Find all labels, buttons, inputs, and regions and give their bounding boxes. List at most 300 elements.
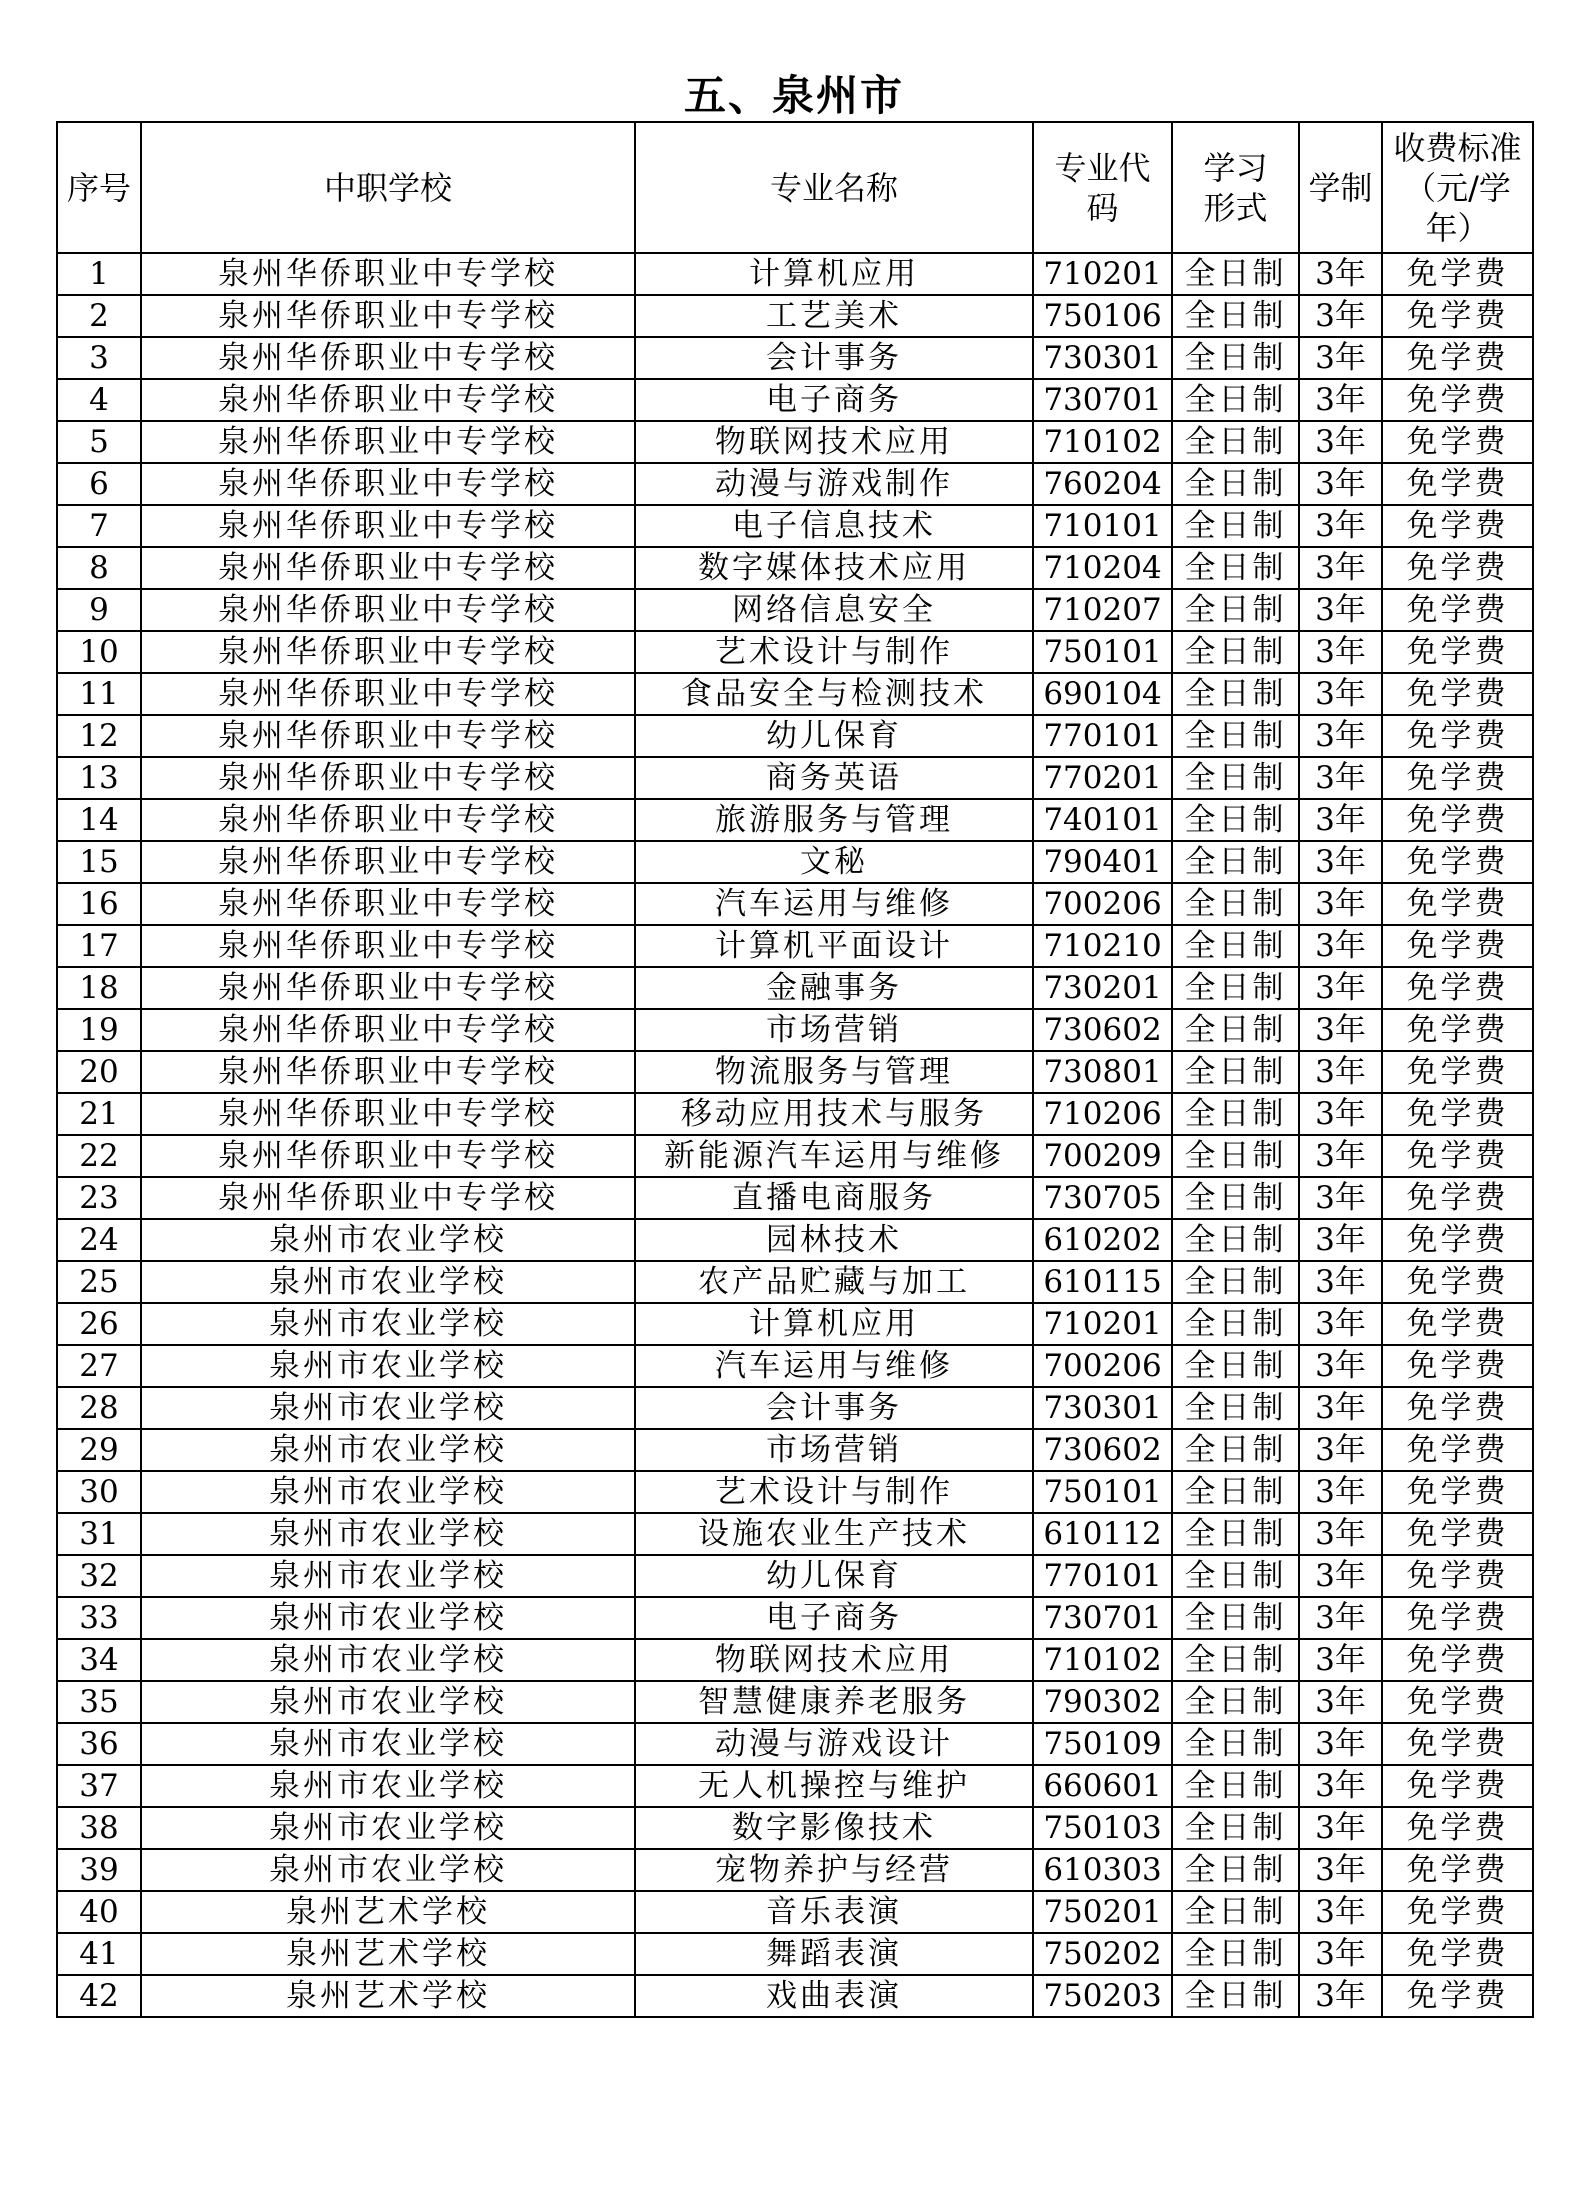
cell-code: 750202 <box>1033 1933 1172 1975</box>
cell-fee: 免学费 <box>1382 547 1533 589</box>
cell-fee: 免学费 <box>1382 1681 1533 1723</box>
table-row <box>57 295 1533 337</box>
cell-school: 泉州华侨职业中专学校 <box>141 1051 635 1093</box>
cell-study-form: 全日制 <box>1172 1471 1299 1513</box>
cell-major: 艺术设计与制作 <box>635 631 1033 673</box>
cell-index: 9 <box>57 589 141 631</box>
cell-duration: 3年 <box>1299 631 1382 673</box>
cell-duration: 3年 <box>1299 589 1382 631</box>
cell-duration: 3年 <box>1299 799 1382 841</box>
cell-study-form: 全日制 <box>1172 547 1299 589</box>
cell-major: 网络信息安全 <box>635 589 1033 631</box>
cell-study-form: 全日制 <box>1172 673 1299 715</box>
cell-duration: 3年 <box>1299 1345 1382 1387</box>
cell-fee: 免学费 <box>1382 1429 1533 1471</box>
cell-index: 15 <box>57 841 141 883</box>
table-row <box>57 1681 1533 1723</box>
cell-duration: 3年 <box>1299 295 1382 337</box>
cell-study-form: 全日制 <box>1172 1555 1299 1597</box>
table-row <box>57 967 1533 1009</box>
cell-major: 电子信息技术 <box>635 505 1033 547</box>
cell-school: 泉州市农业学校 <box>141 1765 635 1807</box>
cell-code: 730705 <box>1033 1177 1172 1219</box>
cell-code: 710102 <box>1033 1639 1172 1681</box>
cell-study-form: 全日制 <box>1172 1009 1299 1051</box>
cell-major: 会计事务 <box>635 1387 1033 1429</box>
cell-code: 790302 <box>1033 1681 1172 1723</box>
table-row <box>57 673 1533 715</box>
cell-code: 750109 <box>1033 1723 1172 1765</box>
cell-duration: 3年 <box>1299 1051 1382 1093</box>
cell-index: 3 <box>57 337 141 379</box>
cell-study-form: 全日制 <box>1172 1975 1299 2017</box>
table-row <box>57 1975 1533 2017</box>
cell-study-form: 全日制 <box>1172 253 1299 295</box>
cell-duration: 3年 <box>1299 253 1382 295</box>
table-row <box>57 715 1533 757</box>
cell-study-form: 全日制 <box>1172 1429 1299 1471</box>
cell-fee: 免学费 <box>1382 757 1533 799</box>
header-school: 中职学校 <box>141 122 635 253</box>
cell-study-form: 全日制 <box>1172 1807 1299 1849</box>
cell-school: 泉州华侨职业中专学校 <box>141 1093 635 1135</box>
cell-index: 17 <box>57 925 141 967</box>
cell-code: 690104 <box>1033 673 1172 715</box>
cell-study-form: 全日制 <box>1172 715 1299 757</box>
cell-fee: 免学费 <box>1382 841 1533 883</box>
cell-major: 会计事务 <box>635 337 1033 379</box>
cell-major: 设施农业生产技术 <box>635 1513 1033 1555</box>
cell-study-form: 全日制 <box>1172 925 1299 967</box>
cell-index: 12 <box>57 715 141 757</box>
table-row <box>57 1639 1533 1681</box>
cell-code: 610115 <box>1033 1261 1172 1303</box>
cell-fee: 免学费 <box>1382 673 1533 715</box>
cell-major: 动漫与游戏设计 <box>635 1723 1033 1765</box>
cell-school: 泉州华侨职业中专学校 <box>141 1009 635 1051</box>
cell-duration: 3年 <box>1299 1135 1382 1177</box>
cell-fee: 免学费 <box>1382 1933 1533 1975</box>
cell-major: 移动应用技术与服务 <box>635 1093 1033 1135</box>
cell-school: 泉州市农业学校 <box>141 1261 635 1303</box>
cell-school: 泉州市农业学校 <box>141 1639 635 1681</box>
cell-fee: 免学费 <box>1382 967 1533 1009</box>
cell-index: 29 <box>57 1429 141 1471</box>
cell-school: 泉州市农业学校 <box>141 1303 635 1345</box>
cell-fee: 免学费 <box>1382 1471 1533 1513</box>
cell-fee: 免学费 <box>1382 1093 1533 1135</box>
cell-duration: 3年 <box>1299 421 1382 463</box>
cell-fee: 免学费 <box>1382 883 1533 925</box>
cell-major: 旅游服务与管理 <box>635 799 1033 841</box>
table-row <box>57 1471 1533 1513</box>
cell-index: 31 <box>57 1513 141 1555</box>
cell-index: 21 <box>57 1093 141 1135</box>
cell-major: 物联网技术应用 <box>635 421 1033 463</box>
table-row <box>57 1135 1533 1177</box>
cell-index: 34 <box>57 1639 141 1681</box>
cell-index: 6 <box>57 463 141 505</box>
cell-duration: 3年 <box>1299 1597 1382 1639</box>
cell-major: 金融事务 <box>635 967 1033 1009</box>
cell-duration: 3年 <box>1299 1555 1382 1597</box>
cell-major: 计算机应用 <box>635 1303 1033 1345</box>
cell-code: 710201 <box>1033 1303 1172 1345</box>
table-row <box>57 1345 1533 1387</box>
cell-fee: 免学费 <box>1382 379 1533 421</box>
cell-school: 泉州华侨职业中专学校 <box>141 547 635 589</box>
table-row <box>57 1303 1533 1345</box>
cell-duration: 3年 <box>1299 883 1382 925</box>
cell-duration: 3年 <box>1299 1765 1382 1807</box>
cell-major: 食品安全与检测技术 <box>635 673 1033 715</box>
cell-fee: 免学费 <box>1382 421 1533 463</box>
cell-study-form: 全日制 <box>1172 1051 1299 1093</box>
cell-index: 28 <box>57 1387 141 1429</box>
cell-school: 泉州华侨职业中专学校 <box>141 1177 635 1219</box>
cell-major: 舞蹈表演 <box>635 1933 1033 1975</box>
cell-major: 电子商务 <box>635 1597 1033 1639</box>
cell-code: 770201 <box>1033 757 1172 799</box>
cell-school: 泉州华侨职业中专学校 <box>141 841 635 883</box>
table-row <box>57 1429 1533 1471</box>
cell-school: 泉州市农业学校 <box>141 1387 635 1429</box>
cell-code: 710101 <box>1033 505 1172 547</box>
cell-major: 汽车运用与维修 <box>635 883 1033 925</box>
cell-fee: 免学费 <box>1382 1849 1533 1891</box>
table-row <box>57 505 1533 547</box>
table-row <box>57 631 1533 673</box>
cell-duration: 3年 <box>1299 1261 1382 1303</box>
cell-school: 泉州华侨职业中专学校 <box>141 715 635 757</box>
cell-study-form: 全日制 <box>1172 1597 1299 1639</box>
table-row <box>57 757 1533 799</box>
cell-study-form: 全日制 <box>1172 1765 1299 1807</box>
cell-code: 730701 <box>1033 379 1172 421</box>
table-row <box>57 547 1533 589</box>
header-code: 专业代码 <box>1033 122 1172 253</box>
cell-code: 710207 <box>1033 589 1172 631</box>
cell-fee: 免学费 <box>1382 295 1533 337</box>
cell-study-form: 全日制 <box>1172 967 1299 1009</box>
cell-study-form: 全日制 <box>1172 379 1299 421</box>
cell-major: 园林技术 <box>635 1219 1033 1261</box>
cell-school: 泉州市农业学校 <box>141 1471 635 1513</box>
cell-major: 艺术设计与制作 <box>635 1471 1033 1513</box>
cell-school: 泉州市农业学校 <box>141 1513 635 1555</box>
cell-school: 泉州华侨职业中专学校 <box>141 967 635 1009</box>
table-row <box>57 1513 1533 1555</box>
cell-fee: 免学费 <box>1382 1555 1533 1597</box>
cell-school: 泉州华侨职业中专学校 <box>141 253 635 295</box>
table-row <box>57 1051 1533 1093</box>
cell-index: 13 <box>57 757 141 799</box>
cell-school: 泉州华侨职业中专学校 <box>141 925 635 967</box>
cell-duration: 3年 <box>1299 1807 1382 1849</box>
cell-school: 泉州华侨职业中专学校 <box>141 799 635 841</box>
table-row <box>57 1009 1533 1051</box>
cell-study-form: 全日制 <box>1172 463 1299 505</box>
cell-code: 700209 <box>1033 1135 1172 1177</box>
cell-study-form: 全日制 <box>1172 1177 1299 1219</box>
cell-index: 38 <box>57 1807 141 1849</box>
cell-code: 610303 <box>1033 1849 1172 1891</box>
header-row <box>57 122 1533 253</box>
cell-major: 智慧健康养老服务 <box>635 1681 1033 1723</box>
table-row <box>57 1261 1533 1303</box>
table-row <box>57 1387 1533 1429</box>
cell-duration: 3年 <box>1299 547 1382 589</box>
cell-index: 19 <box>57 1009 141 1051</box>
cell-code: 740101 <box>1033 799 1172 841</box>
cell-fee: 免学费 <box>1382 1219 1533 1261</box>
cell-code: 660601 <box>1033 1765 1172 1807</box>
cell-code: 770101 <box>1033 715 1172 757</box>
cell-school: 泉州市农业学校 <box>141 1597 635 1639</box>
table-row <box>57 1891 1533 1933</box>
cell-major: 农产品贮藏与加工 <box>635 1261 1033 1303</box>
cell-school: 泉州华侨职业中专学校 <box>141 295 635 337</box>
cell-index: 23 <box>57 1177 141 1219</box>
cell-index: 32 <box>57 1555 141 1597</box>
cell-duration: 3年 <box>1299 1849 1382 1891</box>
cell-school: 泉州艺术学校 <box>141 1975 635 2017</box>
table-row <box>57 1555 1533 1597</box>
cell-school: 泉州市农业学校 <box>141 1807 635 1849</box>
cell-code: 710102 <box>1033 421 1172 463</box>
header-major: 专业名称 <box>635 122 1033 253</box>
cell-index: 25 <box>57 1261 141 1303</box>
table-row <box>57 1723 1533 1765</box>
cell-duration: 3年 <box>1299 1387 1382 1429</box>
cell-study-form: 全日制 <box>1172 1345 1299 1387</box>
cell-duration: 3年 <box>1299 1639 1382 1681</box>
cell-code: 730301 <box>1033 337 1172 379</box>
cell-duration: 3年 <box>1299 841 1382 883</box>
cell-code: 760204 <box>1033 463 1172 505</box>
cell-major: 物流服务与管理 <box>635 1051 1033 1093</box>
cell-fee: 免学费 <box>1382 715 1533 757</box>
cell-fee: 免学费 <box>1382 631 1533 673</box>
page-title: 五、泉州市 <box>683 71 904 120</box>
cell-study-form: 全日制 <box>1172 589 1299 631</box>
cell-major: 市场营销 <box>635 1009 1033 1051</box>
table-row <box>57 253 1533 295</box>
cell-index: 4 <box>57 379 141 421</box>
cell-duration: 3年 <box>1299 1681 1382 1723</box>
table-row <box>57 421 1533 463</box>
cell-major: 电子商务 <box>635 379 1033 421</box>
table-row <box>57 1177 1533 1219</box>
cell-study-form: 全日制 <box>1172 841 1299 883</box>
cell-school: 泉州华侨职业中专学校 <box>141 421 635 463</box>
cell-major: 数字影像技术 <box>635 1807 1033 1849</box>
cell-index: 40 <box>57 1891 141 1933</box>
cell-code: 750201 <box>1033 1891 1172 1933</box>
cell-fee: 免学费 <box>1382 1597 1533 1639</box>
cell-duration: 3年 <box>1299 1723 1382 1765</box>
table-row <box>57 1219 1533 1261</box>
cell-index: 7 <box>57 505 141 547</box>
cell-major: 戏曲表演 <box>635 1975 1033 2017</box>
cell-code: 610202 <box>1033 1219 1172 1261</box>
cell-major: 汽车运用与维修 <box>635 1345 1033 1387</box>
cell-fee: 免学费 <box>1382 1807 1533 1849</box>
cell-study-form: 全日制 <box>1172 1849 1299 1891</box>
cell-code: 750101 <box>1033 631 1172 673</box>
cell-study-form: 全日制 <box>1172 1135 1299 1177</box>
cell-code: 750106 <box>1033 295 1172 337</box>
cell-duration: 3年 <box>1299 1093 1382 1135</box>
cell-study-form: 全日制 <box>1172 1387 1299 1429</box>
cell-school: 泉州华侨职业中专学校 <box>141 631 635 673</box>
cell-school: 泉州艺术学校 <box>141 1891 635 1933</box>
cell-study-form: 全日制 <box>1172 1261 1299 1303</box>
cell-duration: 3年 <box>1299 967 1382 1009</box>
table-row <box>57 1765 1533 1807</box>
cell-code: 730602 <box>1033 1429 1172 1471</box>
table-row <box>57 883 1533 925</box>
cell-index: 22 <box>57 1135 141 1177</box>
cell-major: 计算机应用 <box>635 253 1033 295</box>
cell-fee: 免学费 <box>1382 1513 1533 1555</box>
cell-major: 文秘 <box>635 841 1033 883</box>
cell-duration: 3年 <box>1299 379 1382 421</box>
cell-code: 610112 <box>1033 1513 1172 1555</box>
cell-fee: 免学费 <box>1382 925 1533 967</box>
cell-duration: 3年 <box>1299 1975 1382 2017</box>
header-study-form: 学习形式 <box>1172 122 1299 253</box>
cell-school: 泉州华侨职业中专学校 <box>141 883 635 925</box>
cell-fee: 免学费 <box>1382 799 1533 841</box>
cell-duration: 3年 <box>1299 1471 1382 1513</box>
cell-fee: 免学费 <box>1382 1303 1533 1345</box>
cell-duration: 3年 <box>1299 1009 1382 1051</box>
fee-table <box>56 121 1534 2018</box>
cell-fee: 免学费 <box>1382 1261 1533 1303</box>
cell-school: 泉州华侨职业中专学校 <box>141 337 635 379</box>
table-row <box>57 1807 1533 1849</box>
cell-fee: 免学费 <box>1382 1387 1533 1429</box>
cell-school: 泉州华侨职业中专学校 <box>141 463 635 505</box>
cell-index: 16 <box>57 883 141 925</box>
cell-duration: 3年 <box>1299 1177 1382 1219</box>
cell-fee: 免学费 <box>1382 1009 1533 1051</box>
cell-major: 无人机操控与维护 <box>635 1765 1033 1807</box>
cell-study-form: 全日制 <box>1172 337 1299 379</box>
cell-index: 14 <box>57 799 141 841</box>
cell-code: 730301 <box>1033 1387 1172 1429</box>
cell-duration: 3年 <box>1299 1933 1382 1975</box>
cell-duration: 3年 <box>1299 1429 1382 1471</box>
cell-fee: 免学费 <box>1382 1975 1533 2017</box>
cell-index: 8 <box>57 547 141 589</box>
cell-study-form: 全日制 <box>1172 1891 1299 1933</box>
cell-school: 泉州华侨职业中专学校 <box>141 757 635 799</box>
header-duration: 学制 <box>1299 122 1382 253</box>
cell-school: 泉州市农业学校 <box>141 1555 635 1597</box>
cell-fee: 免学费 <box>1382 589 1533 631</box>
cell-study-form: 全日制 <box>1172 883 1299 925</box>
cell-school: 泉州市农业学校 <box>141 1849 635 1891</box>
cell-code: 710206 <box>1033 1093 1172 1135</box>
cell-duration: 3年 <box>1299 1303 1382 1345</box>
cell-fee: 免学费 <box>1382 253 1533 295</box>
cell-code: 770101 <box>1033 1555 1172 1597</box>
cell-major: 直播电商服务 <box>635 1177 1033 1219</box>
cell-index: 27 <box>57 1345 141 1387</box>
cell-fee: 免学费 <box>1382 1639 1533 1681</box>
cell-study-form: 全日制 <box>1172 799 1299 841</box>
cell-fee: 免学费 <box>1382 1891 1533 1933</box>
table-row <box>57 1093 1533 1135</box>
cell-school: 泉州市农业学校 <box>141 1429 635 1471</box>
table-row <box>57 1849 1533 1891</box>
cell-index: 1 <box>57 253 141 295</box>
cell-duration: 3年 <box>1299 505 1382 547</box>
cell-duration: 3年 <box>1299 337 1382 379</box>
cell-major: 音乐表演 <box>635 1891 1033 1933</box>
cell-code: 710201 <box>1033 253 1172 295</box>
cell-major: 幼儿保育 <box>635 1555 1033 1597</box>
cell-study-form: 全日制 <box>1172 1933 1299 1975</box>
cell-index: 5 <box>57 421 141 463</box>
cell-study-form: 全日制 <box>1172 1639 1299 1681</box>
cell-duration: 3年 <box>1299 463 1382 505</box>
cell-index: 11 <box>57 673 141 715</box>
cell-study-form: 全日制 <box>1172 1723 1299 1765</box>
header-index: 序号 <box>57 122 141 253</box>
cell-study-form: 全日制 <box>1172 757 1299 799</box>
cell-fee: 免学费 <box>1382 505 1533 547</box>
cell-code: 700206 <box>1033 883 1172 925</box>
cell-major: 新能源汽车运用与维修 <box>635 1135 1033 1177</box>
cell-fee: 免学费 <box>1382 1177 1533 1219</box>
cell-major: 动漫与游戏制作 <box>635 463 1033 505</box>
cell-code: 790401 <box>1033 841 1172 883</box>
table-row <box>57 1933 1533 1975</box>
cell-study-form: 全日制 <box>1172 1513 1299 1555</box>
cell-fee: 免学费 <box>1382 337 1533 379</box>
cell-index: 42 <box>57 1975 141 2017</box>
header-fee: 收费标准（元/学年） <box>1382 122 1533 253</box>
cell-major: 数字媒体技术应用 <box>635 547 1033 589</box>
cell-major: 工艺美术 <box>635 295 1033 337</box>
cell-index: 24 <box>57 1219 141 1261</box>
cell-major: 市场营销 <box>635 1429 1033 1471</box>
cell-duration: 3年 <box>1299 715 1382 757</box>
table-row <box>57 1597 1533 1639</box>
cell-fee: 免学费 <box>1382 1135 1533 1177</box>
cell-school: 泉州华侨职业中专学校 <box>141 379 635 421</box>
table-row <box>57 589 1533 631</box>
table-row <box>57 799 1533 841</box>
cell-major: 物联网技术应用 <box>635 1639 1033 1681</box>
cell-code: 700206 <box>1033 1345 1172 1387</box>
cell-school: 泉州艺术学校 <box>141 1933 635 1975</box>
cell-school: 泉州市农业学校 <box>141 1219 635 1261</box>
cell-duration: 3年 <box>1299 1513 1382 1555</box>
cell-major: 宠物养护与经营 <box>635 1849 1033 1891</box>
cell-study-form: 全日制 <box>1172 505 1299 547</box>
cell-index: 37 <box>57 1765 141 1807</box>
cell-study-form: 全日制 <box>1172 1219 1299 1261</box>
cell-school: 泉州华侨职业中专学校 <box>141 673 635 715</box>
cell-code: 730201 <box>1033 967 1172 1009</box>
cell-school: 泉州华侨职业中专学校 <box>141 589 635 631</box>
cell-fee: 免学费 <box>1382 1345 1533 1387</box>
cell-study-form: 全日制 <box>1172 631 1299 673</box>
